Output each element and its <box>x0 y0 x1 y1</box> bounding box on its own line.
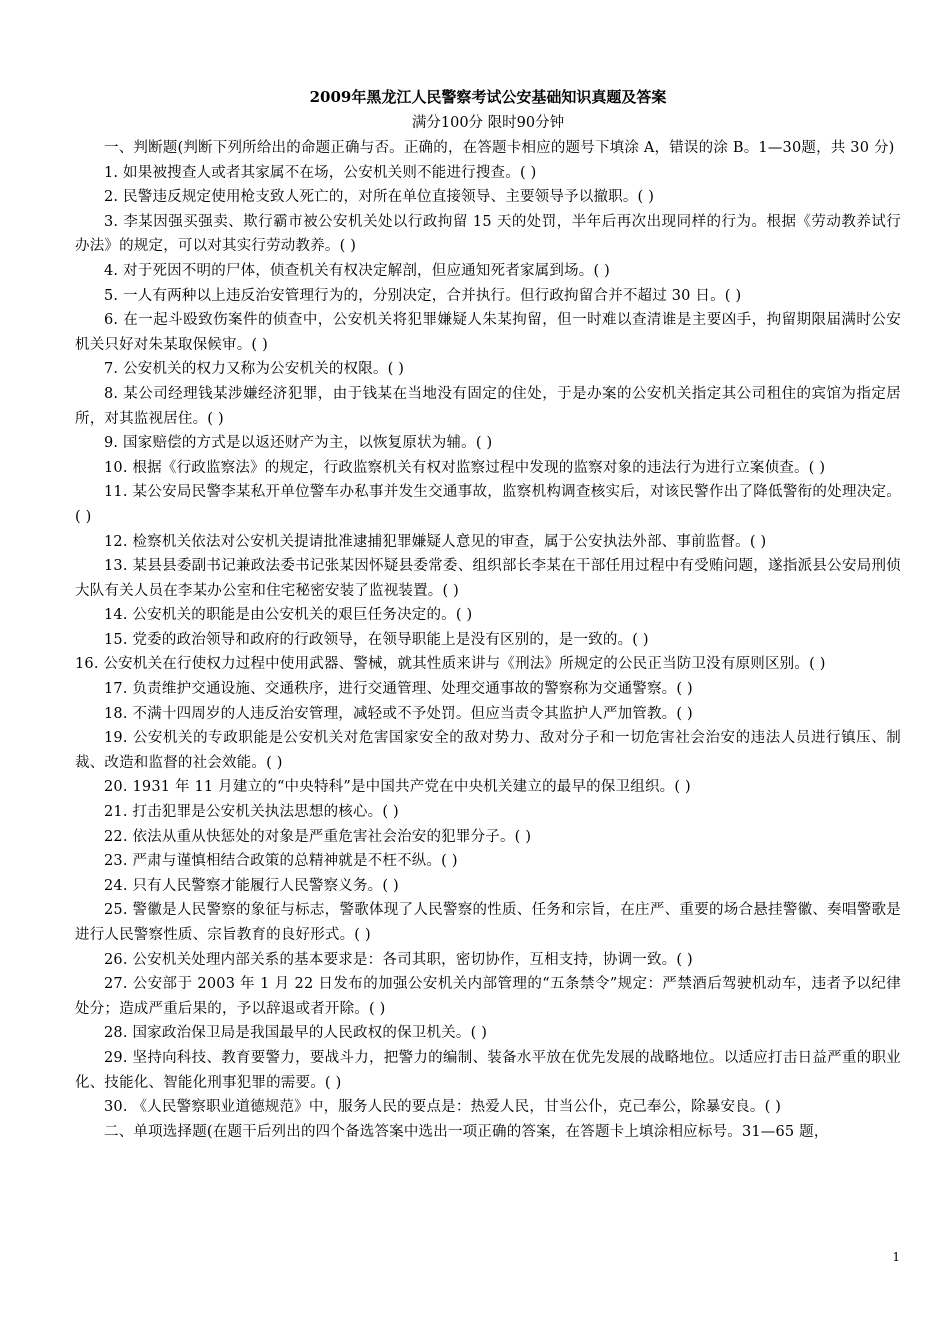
question-3: 3. 李某因强买强卖、欺行霸市被公安机关处以行政拘留 15 天的处罚，半年后再次出现同样的行为。根据《劳动教养试行办法》的规定，可以对其实行劳动教养。( ) <box>75 213 901 255</box>
question-26: 26. 公安机关处理内部关系的基本要求是：各司其职，密切协作，互相支持，协调一致。( ) <box>104 951 693 968</box>
document-subtitle: 满分100分 限时90分钟 <box>411 115 565 131</box>
question-30: 30. 《人民警察职业道德规范》中，服务人民的要点是：热爱人民，甘当公仆，克己奉公，除暴安良。( ) <box>104 1099 782 1116</box>
document-page <box>75 84 901 1144</box>
question-18: 18. 不满十四周岁的人违反治安管理，减轻或不予处罚。但应当责令其监护人严加管教。( ) <box>104 705 693 722</box>
question-10: 10. 根据《行政监察法》的规定，行政监察机关有权对监察过程中发现的监察对象的违法行为进行立案侦查。( ) <box>104 459 826 476</box>
question-15: 15. 党委的政治领导和政府的行政领导，在领导职能上是没有区别的，是一致的。( ) <box>104 631 649 648</box>
question-1: 1. 如果被搜查人或者其家属不在场，公安机关则不能进行搜查。( ) <box>104 164 537 181</box>
question-24: 24. 只有人民警察才能履行人民警察义务。( ) <box>104 877 399 894</box>
question-12: 12. 检察机关依法对公安机关提请批准逮捕犯罪嫌疑人意见的审查，属于公安执法外部、事前监督。( ) <box>104 533 767 550</box>
question-7: 7. 公安机关的权力又称为公安机关的权限。( ) <box>104 361 405 378</box>
question-9: 9. 国家赔偿的方式是以返还财产为主，以恢复原状为辅。( ) <box>104 435 493 452</box>
question-22: 22. 依法从重从快惩处的对象是严重危害社会治安的犯罪分子。( ) <box>104 828 532 845</box>
question-16: 16. 公安机关在行使权力过程中使用武器、警械，就其性质来讲与《刑法》所规定的公民正当防卫没有原则区别。( ) <box>75 656 826 673</box>
section-1-header: 一、判断题(判断下列所给出的命题正确与否。正确的，在答题卡相应的题号下填涂 A，错误的涂 B。1—30题，共 30 分) <box>104 140 895 156</box>
question-21: 21. 打击犯罪是公安机关执法思想的核心。( ) <box>104 804 399 821</box>
question-2: 2. 民警违反规定使用枪支致人死亡的，对所在单位直接领导、主要领导予以撤职。( ) <box>104 189 655 206</box>
page-number: 1 <box>892 1250 900 1264</box>
question-4: 4. 对于死因不明的尸体，侦查机关有权决定解剖，但应通知死者家属到场。( ) <box>104 262 610 279</box>
question-11: 11. 某公安局民警李某私开单位警车办私事并发生交通事故，监察机构调查核实后，对该民警作出了降低警衔的处理决定。( ) <box>75 484 901 525</box>
question-13: 13. 某县县委副书记兼政法委书记张某因怀疑县委常委、组织部长李某在干部任用过程中有受贿问题，遂指派县公安局刑侦大队有关人员在李某办公室和住宅秘密安装了监视装置。( ) <box>75 558 901 599</box>
question-17: 17. 负责维护交通设施、交通秩序，进行交通管理、处理交通事故的警察称为交通警察。( ) <box>104 681 693 698</box>
question-8: 8. 某公司经理钱某涉嫌经济犯罪，由于钱某在当地没有固定的住处，于是办案的公安机关指定其公司租住的宾馆为指定居所，对其监视居住。( ) <box>75 385 901 427</box>
question-29: 29. 坚持向科技、教育要警力，要战斗力，把警力的编制、装备水平放在优先发展的战略地位。以适应打击日益严重的职业化、技能化、智能化刑事犯罪的需要。( ) <box>75 1049 901 1091</box>
question-23: 23. 严肃与谨慎相结合政策的总精神就是不枉不纵。( ) <box>104 853 458 870</box>
question-27: 27. 公安部于 2003 年 1 月 22 日发布的加强公安机关内部管理的“五条禁令”规定：严禁酒后驾驶机动车，违者予以纪律处分；造成严重后果的，予以辞退或者开除。( ) <box>75 976 901 1017</box>
question-25: 25. 警徽是人民警察的象征与标志，警歌体现了人民警察的性质、任务和宗旨，在庄严、重要的场合悬挂警徽、奏唱警歌是进行人民警察性质、宗旨教育的良好形式。( ) <box>75 902 901 943</box>
question-5: 5. 一人有两种以上违反治安管理行为的，分别决定，合并执行。但行政拘留合并不超过 30 日。( ) <box>104 287 742 304</box>
question-28: 28. 国家政治保卫局是我国最早的人民政权的保卫机关。( ) <box>104 1025 488 1042</box>
question-19: 19. 公安机关的专政职能是公安机关对危害国家安全的敌对势力、敌对分子和一切危害社会治安的违法人员进行镇压、制裁、改造和监督的社会效能。( ) <box>75 730 901 771</box>
question-20: 20. 1931 年 11 月建立的“中央特科”是中国共产党在中央机关建立的最早的保卫组织。( ) <box>104 779 691 796</box>
document-title: 2009年黑龙江人民警察考试公安基础知识真题及答案 <box>309 88 667 106</box>
section-2-header: 二、单项选择题(在题干后列出的四个备选答案中选出一项正确的答案，在答题卡上填涂相应标号。31—65 题， <box>104 1123 829 1140</box>
question-6: 6. 在一起斗殴致伤案件的侦查中，公安机关将犯罪嫌疑人朱某拘留，但一时难以查清谁是主要凶手，拘留期限届满时公安机关只好对朱某取保候审。( ) <box>75 312 901 353</box>
question-14: 14. 公安机关的职能是由公安机关的艰巨任务决定的。( ) <box>104 607 473 624</box>
